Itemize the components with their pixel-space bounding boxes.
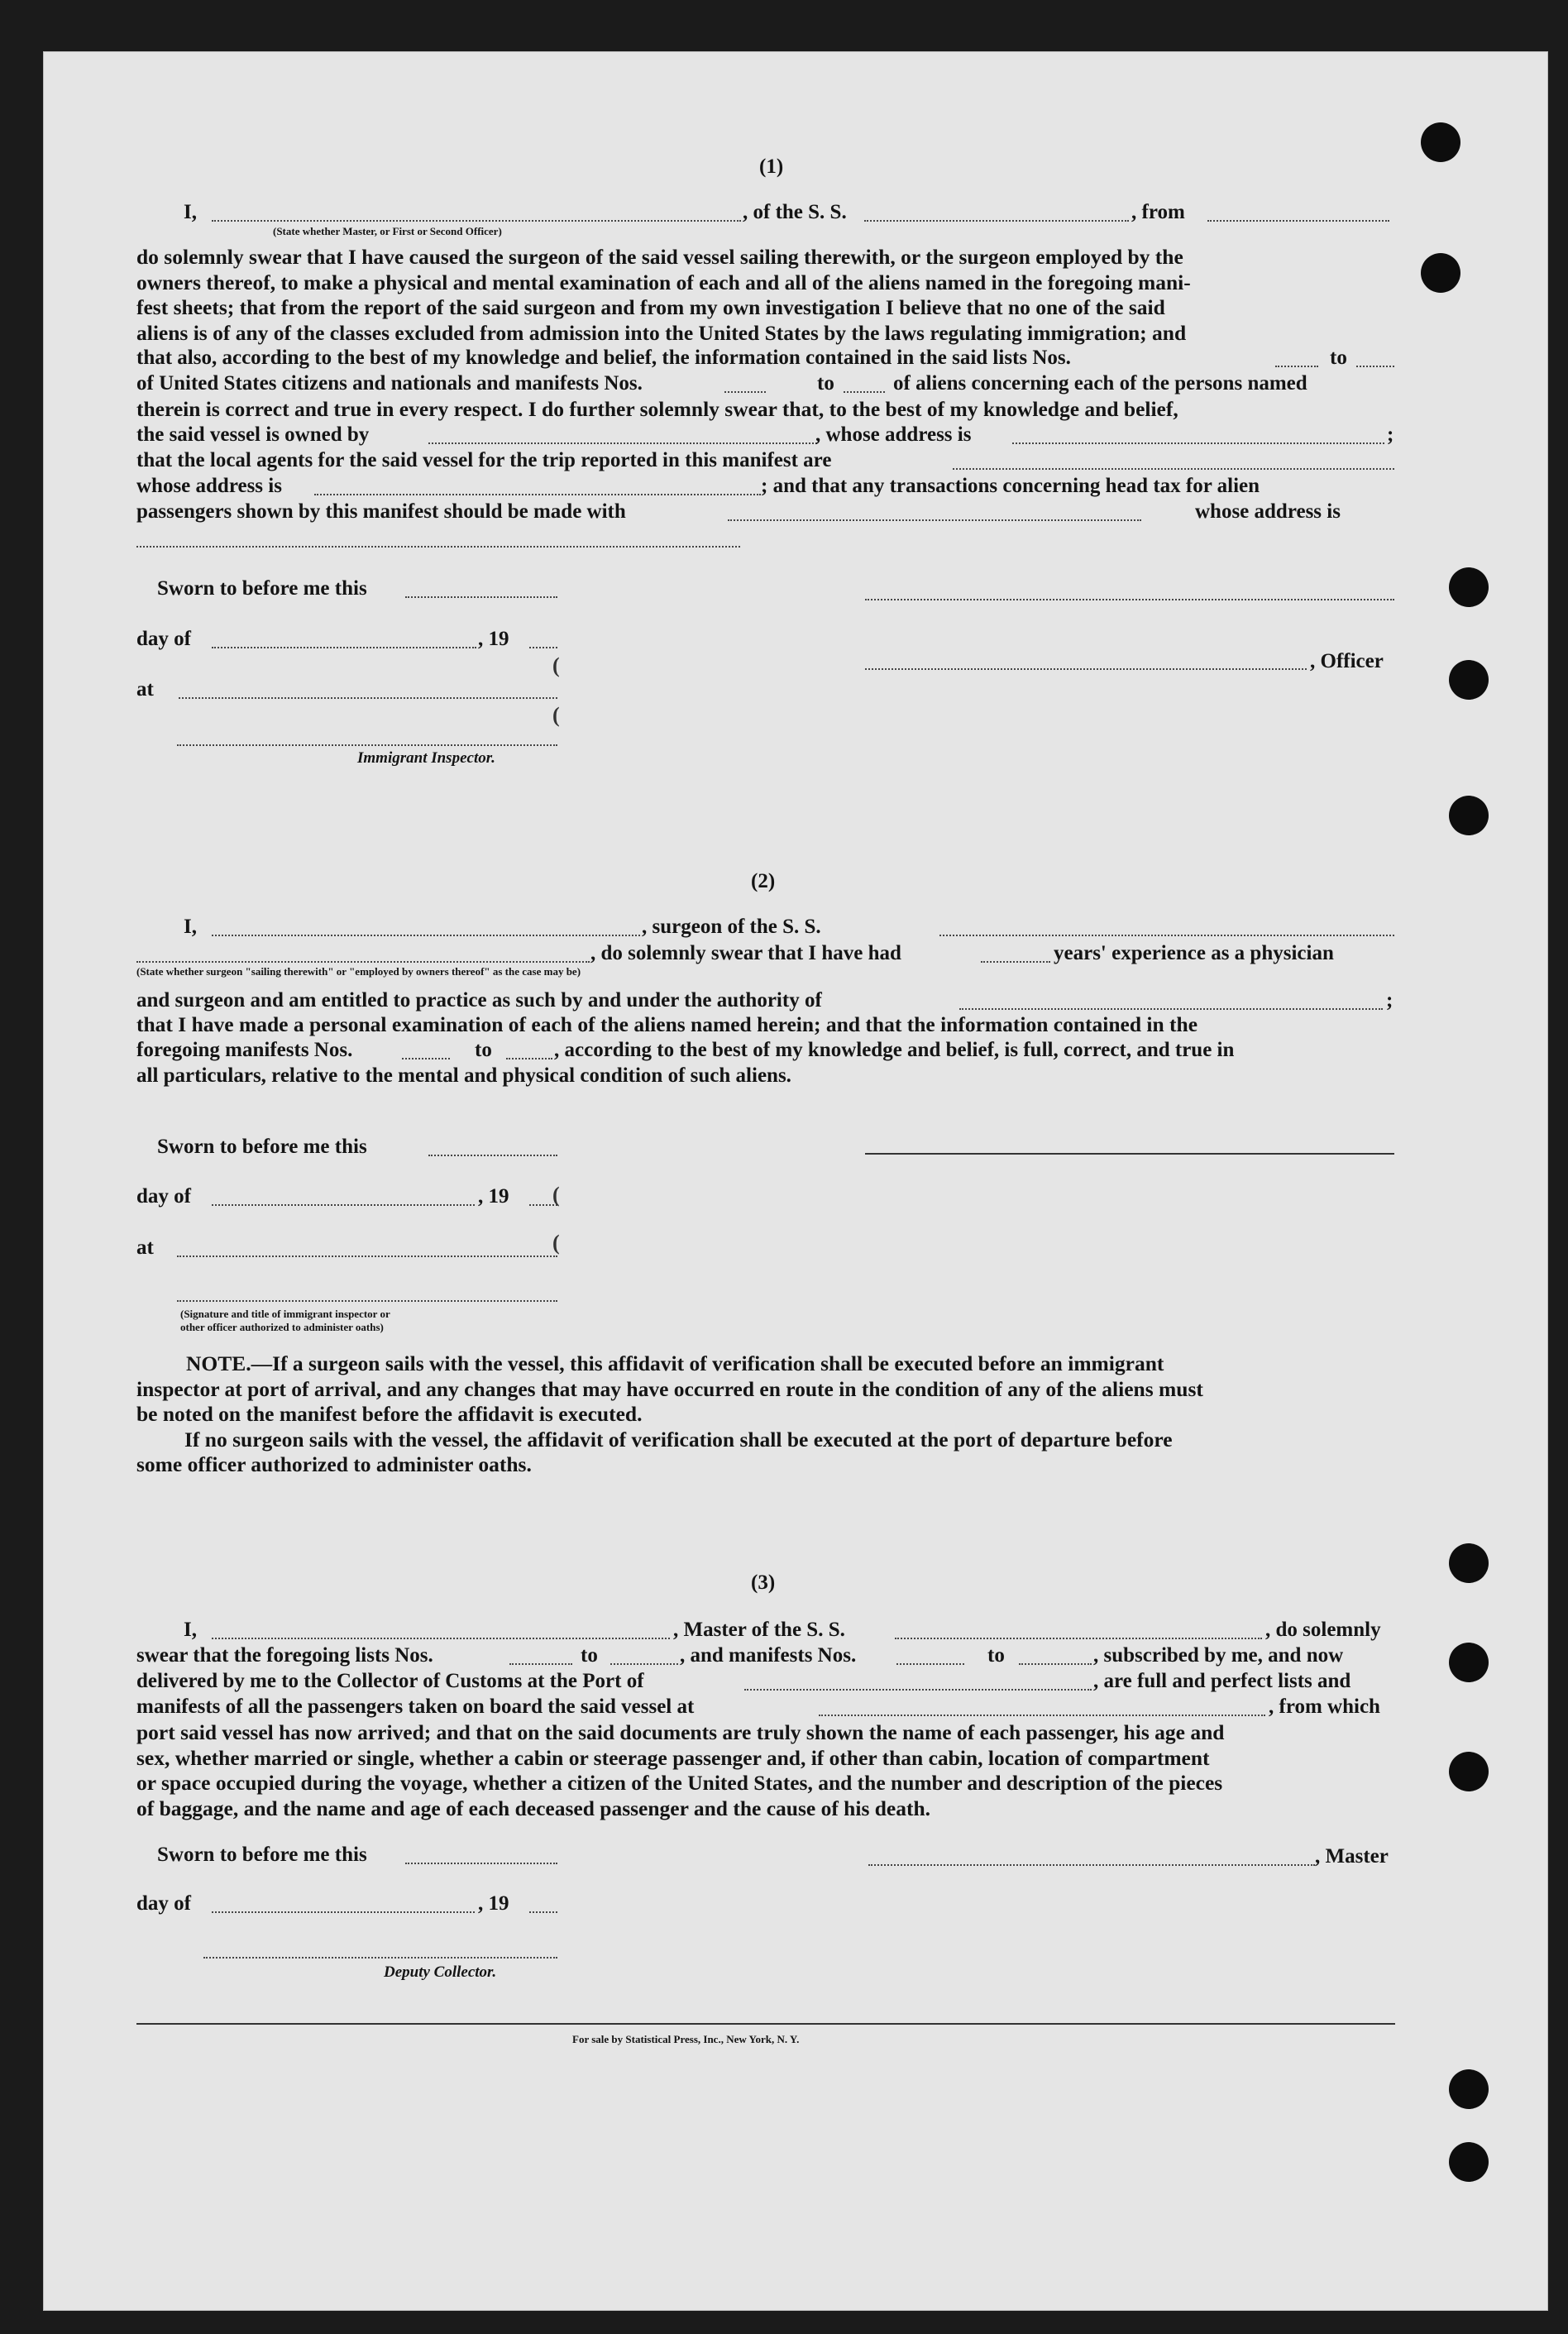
master-label: , Master bbox=[1315, 1845, 1389, 1868]
at-label: at bbox=[136, 1236, 154, 1259]
surgeon-ship-field[interactable] bbox=[939, 935, 1394, 936]
at-label: at bbox=[136, 678, 154, 701]
sworn-date-field[interactable] bbox=[428, 1155, 557, 1156]
officer-signature-field[interactable] bbox=[865, 668, 1307, 670]
paragraph-line: therein is correct and true in every respect. I do further solemnly swear that, to the best of my knowledge and belief, bbox=[136, 397, 1178, 421]
paragraph-line: port said vessel has now arrived; and that on the said documents are truly shown the name of each passenger, his age and bbox=[136, 1720, 1225, 1744]
binder-hole bbox=[1449, 1643, 1489, 1682]
collector-signature-field[interactable] bbox=[203, 1957, 557, 1959]
sworn-label: Sworn to before me this bbox=[157, 1136, 367, 1158]
to-label: to bbox=[581, 1644, 598, 1667]
day-of-label: day of bbox=[136, 1892, 191, 1915]
foregoing-manifests-label: foregoing manifests Nos. bbox=[136, 1039, 353, 1061]
officer-rank-note: (State whether Master, or First or Second Officer) bbox=[273, 225, 502, 237]
to-label: to bbox=[1330, 347, 1347, 369]
binder-hole bbox=[1449, 2069, 1489, 2109]
oath-i-label: I, bbox=[184, 201, 197, 223]
manifests-from-field[interactable] bbox=[896, 1663, 964, 1665]
sworn-label: Sworn to before me this bbox=[157, 577, 367, 600]
day-of-label: day of bbox=[136, 1185, 191, 1208]
collector-text: delivered by me to the Collector of Customs at the Port of bbox=[136, 1670, 644, 1692]
taken-on-board-text: manifests of all the passengers taken on board the said vessel at bbox=[136, 1695, 695, 1718]
section-number: (3) bbox=[751, 1571, 776, 1594]
year-prefix: , 19 bbox=[478, 1892, 509, 1915]
signature-note: (Signature and title of immigrant inspector or bbox=[180, 1308, 390, 1320]
head-tax-party-field[interactable] bbox=[728, 519, 1141, 521]
manifests-to-field[interactable] bbox=[506, 1058, 552, 1059]
perfect-lists-text: , are full and perfect lists and bbox=[1093, 1670, 1351, 1692]
margin-brace: ( bbox=[552, 1231, 560, 1255]
location-field[interactable] bbox=[179, 697, 557, 699]
binder-hole bbox=[1449, 567, 1489, 607]
lists-from-field[interactable] bbox=[509, 1663, 572, 1665]
paragraph-line: NOTE.—If a surgeon sails with the vessel, this affidavit of verification shall be executed before an immigrant bbox=[186, 1351, 1164, 1375]
subscribed-text: , subscribed by me, and now bbox=[1093, 1644, 1344, 1667]
authority-text: and surgeon and am entitled to practice as such by and under the authority of bbox=[136, 989, 822, 1012]
paragraph-line: do solemnly swear that I have caused the surgeon of the said vessel sailing therewith, or the surgeon employed by the bbox=[136, 245, 1183, 269]
of-ss-label: , of the S. S. bbox=[743, 201, 847, 223]
binder-hole bbox=[1449, 1752, 1489, 1791]
authority-field[interactable] bbox=[959, 1008, 1383, 1010]
citizens-line: of United States citizens and nationals and manifests Nos. bbox=[136, 372, 643, 395]
from-label: , from bbox=[1131, 201, 1185, 223]
inspector-label: Immigrant Inspector. bbox=[357, 749, 495, 767]
aliens-concerning-text: of aliens concerning each of the persons named bbox=[893, 372, 1307, 395]
owner-address-field[interactable] bbox=[1012, 442, 1384, 444]
solemnly-text: , do solemnly bbox=[1265, 1619, 1381, 1641]
section-number: (2) bbox=[751, 870, 776, 892]
from-port-field[interactable] bbox=[1207, 220, 1389, 222]
paragraph-line: inspector at port of arrival, and any changes that may have occurred en route in the condition of any of the aliens must bbox=[136, 1376, 1203, 1401]
agents-address-label: whose address is bbox=[136, 475, 282, 497]
passengers-line: passengers shown by this manifest should be made with bbox=[136, 500, 626, 523]
margin-brace: ( bbox=[552, 1183, 560, 1207]
year-field[interactable] bbox=[529, 1911, 557, 1913]
agents-address-field[interactable] bbox=[314, 494, 761, 495]
margin-brace: ( bbox=[552, 653, 560, 677]
port-field[interactable] bbox=[744, 1689, 1092, 1691]
correct-line bbox=[136, 397, 1395, 423]
month-field[interactable] bbox=[212, 647, 476, 648]
paragraph-line: of baggage, and the name and age of each deceased passenger and the cause of his death. bbox=[136, 1796, 931, 1820]
master-name-field[interactable] bbox=[212, 1638, 670, 1639]
whose-address-label: , whose address is bbox=[815, 423, 972, 446]
binder-hole bbox=[1421, 253, 1460, 293]
to-label: to bbox=[817, 372, 834, 395]
examination-line bbox=[136, 1012, 1395, 1038]
paragraph-line: fest sheets; that from the report of the said surgeon and from my own investigation I believe that no one of the said bbox=[136, 295, 1165, 319]
surgeon-of-ss-label: , surgeon of the S. S. bbox=[642, 916, 821, 938]
semicolon: ; bbox=[1386, 989, 1394, 1012]
margin-brace: ( bbox=[552, 703, 560, 727]
paragraph-line: that I have made a personal examination of each of the aliens named herein; and that the information contained in the bbox=[136, 1012, 1198, 1036]
head-tax-address-field[interactable] bbox=[136, 546, 740, 548]
manifests-from-field[interactable] bbox=[402, 1058, 450, 1059]
particulars-text: all particulars, relative to the mental and physical condition of such aliens. bbox=[136, 1064, 791, 1087]
binder-hole bbox=[1449, 796, 1489, 835]
section-number: (1) bbox=[759, 155, 784, 178]
surgeon-status-note: (State whether surgeon "sailing therewith" or "employed by owners thereof" as the case may be) bbox=[136, 965, 581, 978]
officer-signature-field[interactable] bbox=[865, 599, 1394, 600]
deputy-collector-label: Deputy Collector. bbox=[384, 1963, 497, 1981]
printer-credit: For sale by Statistical Press, Inc., New York, N. Y. bbox=[572, 2033, 800, 2045]
ship-name-field[interactable] bbox=[864, 220, 1129, 222]
year-prefix: , 19 bbox=[478, 1185, 509, 1208]
sworn-label: Sworn to before me this bbox=[157, 1844, 367, 1866]
month-field[interactable] bbox=[212, 1204, 475, 1206]
paragraph-line: aliens is of any of the classes excluded from admission into the United States by the laws regulating immigration; and bbox=[136, 320, 1187, 345]
physician-text: years' experience as a physician bbox=[1054, 942, 1334, 964]
paragraph-line: owners thereof, to make a physical and mental examination of each and all of the aliens named in the foregoing mani- bbox=[136, 270, 1191, 294]
officer-label: , Officer bbox=[1310, 650, 1384, 672]
christian-name-line bbox=[865, 1153, 1394, 1155]
owned-by-label: the said vessel is owned by bbox=[136, 423, 370, 446]
inspector-signature-field[interactable] bbox=[177, 744, 557, 746]
binder-hole bbox=[1449, 1543, 1489, 1583]
paragraph-line: some officer authorized to administer oaths. bbox=[136, 1452, 532, 1476]
note-paragraph bbox=[136, 1351, 1395, 1478]
master-i-label: I, bbox=[184, 1619, 197, 1641]
binder-hole bbox=[1449, 660, 1489, 700]
master-signature-field[interactable] bbox=[868, 1864, 1315, 1866]
head-tax-text: ; and that any transactions concerning head tax for alien bbox=[761, 475, 1260, 497]
semicolon: ; bbox=[1387, 423, 1394, 446]
lists-from-field[interactable] bbox=[1275, 366, 1318, 367]
agents-label: that the local agents for the said vessel for the trip reported in this manifest are bbox=[136, 449, 832, 471]
whose-address-label: whose address is bbox=[1195, 500, 1341, 523]
sworn-date-field[interactable] bbox=[405, 596, 557, 598]
lists-line: that also, according to the best of my knowledge and belief, the information contained in the said lists Nos. bbox=[136, 347, 1071, 369]
month-field[interactable] bbox=[212, 1911, 475, 1913]
surgeon-status-field[interactable] bbox=[136, 961, 590, 963]
year-field[interactable] bbox=[529, 647, 557, 648]
inspector-signature-field[interactable] bbox=[177, 1300, 557, 1302]
from-which-text: , from which bbox=[1269, 1695, 1380, 1718]
binder-hole bbox=[1449, 2142, 1489, 2182]
belief-text: , according to the best of my knowledge and belief, is full, correct, and true in bbox=[554, 1039, 1235, 1061]
to-label: to bbox=[475, 1039, 492, 1061]
surgeon-name-field[interactable] bbox=[212, 935, 640, 936]
manifests-to-field[interactable] bbox=[1019, 1663, 1092, 1665]
lists-to-field[interactable] bbox=[1356, 366, 1394, 367]
to-label: to bbox=[987, 1644, 1005, 1667]
agents-field[interactable] bbox=[953, 468, 1394, 470]
manifests-from-field[interactable] bbox=[724, 391, 766, 393]
footer-rule bbox=[136, 2023, 1395, 2025]
years-experience-field[interactable] bbox=[981, 961, 1050, 963]
lists-to-field[interactable] bbox=[610, 1663, 678, 1665]
paragraph-line: If no surgeon sails with the vessel, the affidavit of verification shall be executed at the port of departure before bbox=[184, 1427, 1173, 1452]
paragraph-line: or space occupied during the voyage, whether a citizen of the United States, and the number and description of the pieces bbox=[136, 1771, 1223, 1795]
surgeon-i-label: I, bbox=[184, 916, 197, 938]
year-prefix: , 19 bbox=[478, 628, 509, 650]
day-of-label: day of bbox=[136, 628, 191, 650]
swear-lists-label: swear that the foregoing lists Nos. bbox=[136, 1644, 433, 1667]
sworn-date-field[interactable] bbox=[405, 1863, 557, 1864]
owner-field[interactable] bbox=[428, 442, 817, 444]
location-field[interactable] bbox=[177, 1255, 557, 1257]
departure-port-field[interactable] bbox=[819, 1715, 1265, 1716]
master-of-ss-label: , Master of the S. S. bbox=[673, 1619, 845, 1641]
paragraph-line: sex, whether married or single, whether a cabin or steerage passenger and, if other than cabin, location of compartment bbox=[136, 1745, 1210, 1770]
master-ship-field[interactable] bbox=[895, 1638, 1262, 1639]
arrival-paragraph bbox=[136, 1720, 1395, 1821]
oath-paragraph bbox=[136, 245, 1395, 346]
manifests-to-field[interactable] bbox=[844, 391, 885, 393]
signature-note: other officer authorized to administer oaths) bbox=[180, 1321, 384, 1333]
manifests-label: , and manifests Nos. bbox=[680, 1644, 857, 1667]
experience-text: , do solemnly swear that I have had bbox=[590, 942, 901, 964]
paragraph-line: be noted on the manifest before the affidavit is executed. bbox=[136, 1402, 643, 1426]
officer-name-field[interactable] bbox=[212, 220, 741, 222]
binder-hole bbox=[1421, 122, 1460, 162]
